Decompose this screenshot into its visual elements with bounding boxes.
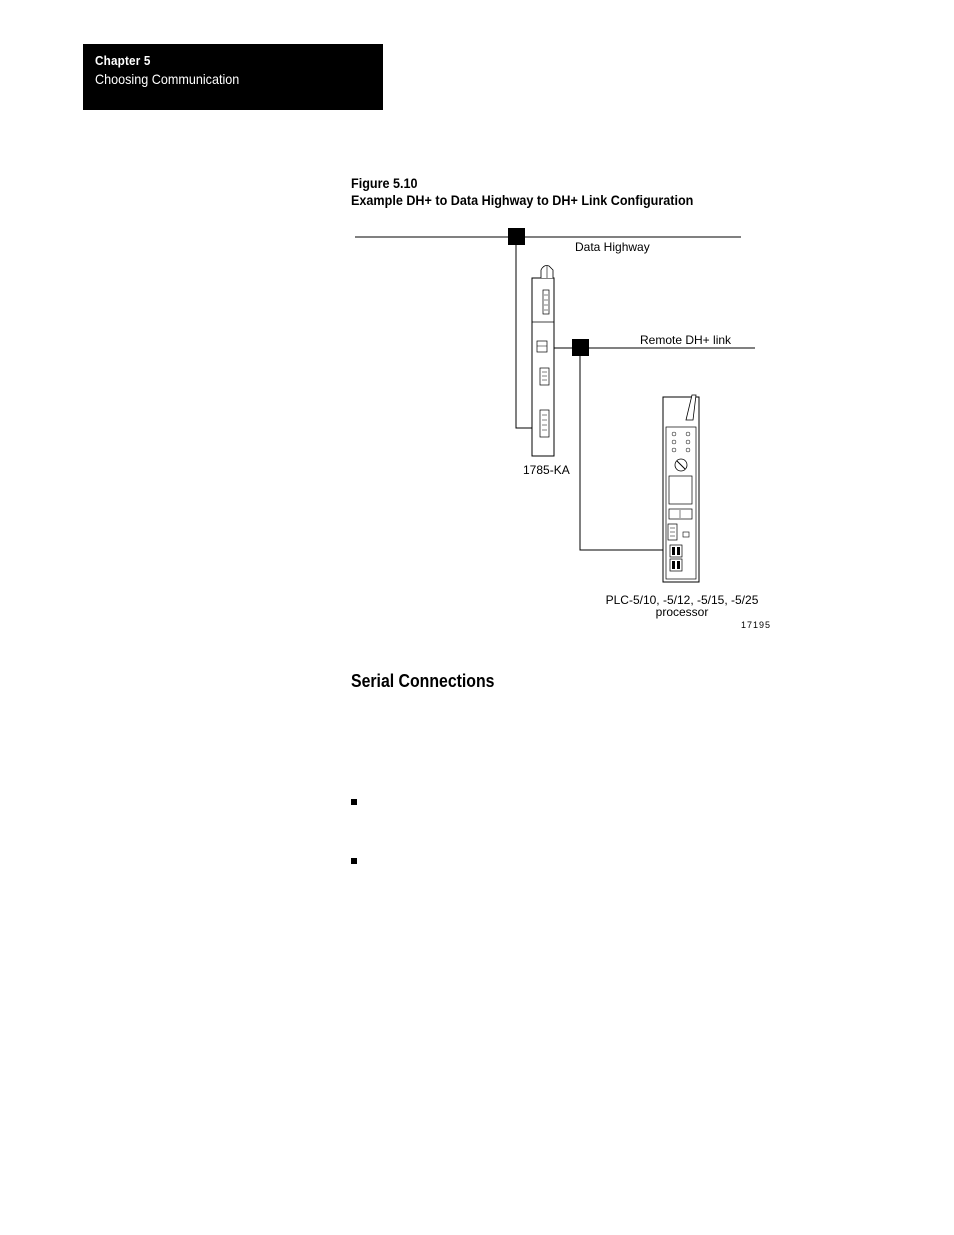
section-heading: Serial Connections (351, 671, 495, 691)
bullet-marker (351, 858, 357, 864)
figure-number: Figure 5.10 (351, 175, 418, 191)
label-figure-id: 17195 (741, 620, 772, 630)
label-data-highway: Data Highway (575, 240, 650, 254)
chapter-title: Choosing Communication (95, 71, 240, 87)
dh-drop-line (516, 245, 534, 428)
figure-caption: Example DH+ to Data Highway to DH+ Link Configuration (351, 192, 694, 208)
label-processor-line1: PLC-5/10, -5/12, -5/15, -5/25 (605, 593, 759, 607)
label-remote-dh-link: Remote DH+ link (640, 333, 732, 347)
bullet-marker (351, 799, 357, 805)
label-1785ka: 1785-KA (523, 463, 570, 477)
module-1785ka-drawing (532, 266, 554, 457)
dh-plus-drop-line (580, 356, 668, 550)
data-highway-node (508, 228, 525, 245)
label-processor-line2: processor (655, 605, 709, 619)
chapter-label: Chapter 5 (95, 53, 151, 68)
plc-processor-drawing (663, 395, 699, 582)
remote-dh-node (572, 339, 589, 356)
